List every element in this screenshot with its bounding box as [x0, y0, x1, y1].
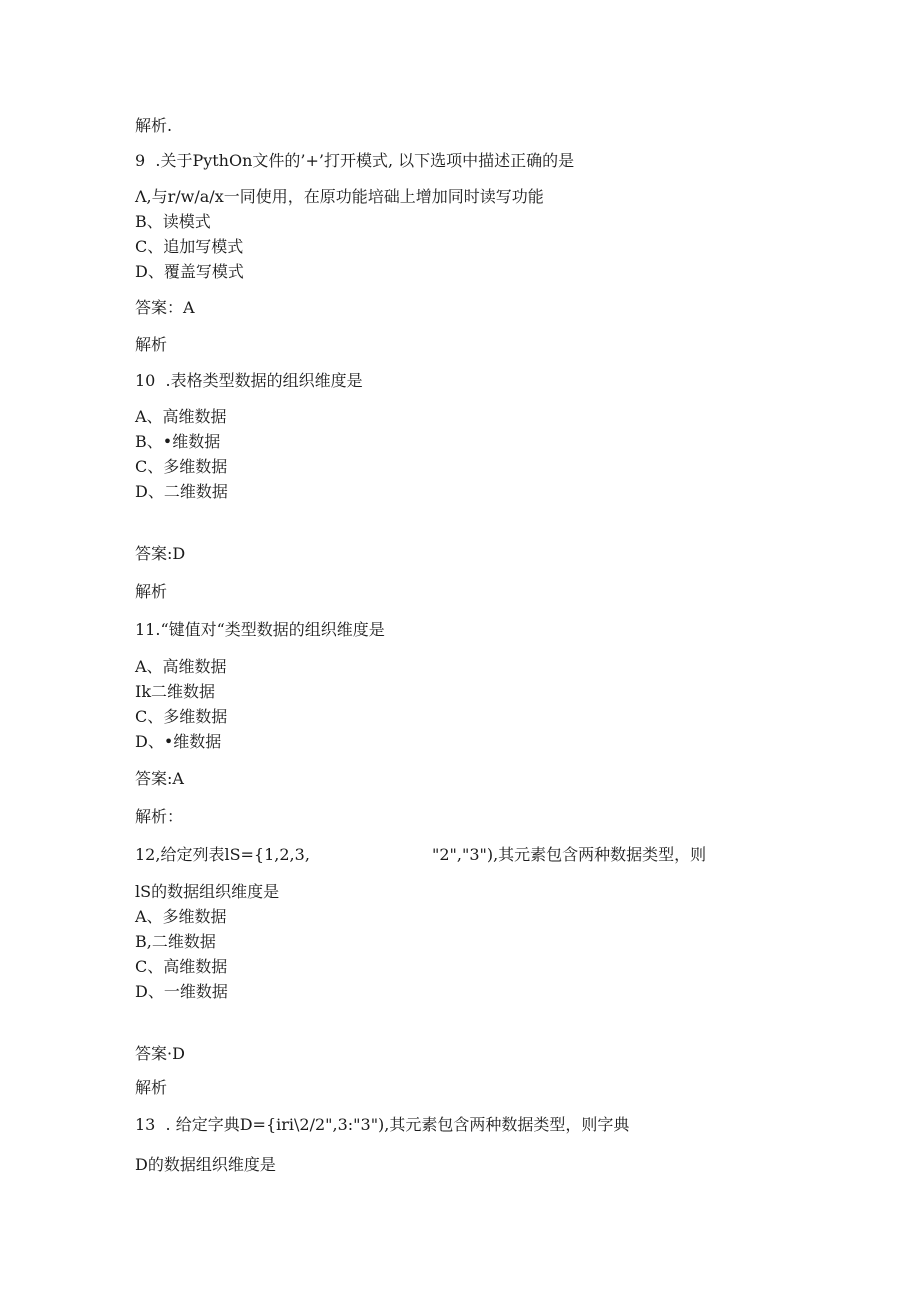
question-13-continued: D的数据组织维度是 [135, 1155, 276, 1174]
option-c: C、多维数据 [135, 707, 228, 726]
question-12-continued: lS的数据组织维度是 [135, 882, 280, 901]
analysis-label: 解析 [135, 1078, 168, 1097]
option-a: A、多维数据 [135, 907, 227, 926]
option-c: C、追加写模式 [135, 237, 244, 256]
analysis-label: 解析 [135, 582, 168, 601]
option-d: D、覆盖写模式 [135, 262, 244, 281]
question-9: 9 .关于PythOn文件的’+’打开模式, 以下选项中描述正确的是 [135, 151, 575, 170]
question-10: 10 .表格类型数据的组织维度是 [135, 371, 363, 390]
option-a: Λ,与r/w/a/x一同使用，在原功能培础上增加同时读写功能 [135, 187, 544, 206]
option-b: B、读模式 [135, 212, 211, 231]
option-d: D、二维数据 [135, 482, 228, 501]
option-a: A、高维数据 [135, 407, 227, 426]
option-b: Ik二维数据 [135, 682, 216, 701]
option-c: C、多维数据 [135, 457, 228, 476]
question-12: 12,给定列表lS={1,2,3, "2","3"),其元素包含两种数据类型，则 [135, 845, 707, 864]
option-d: D、•维数据 [135, 732, 222, 751]
answer: 答案：A [135, 298, 195, 317]
option-b: B、•维数据 [135, 432, 221, 451]
option-c: C、高维数据 [135, 957, 228, 976]
question-13: 13 . 给定字典D={iri\2/2",3:"3"),其元素包含两种数据类型，则字典 [135, 1115, 630, 1134]
analysis-label: 解析. [135, 116, 173, 135]
answer: 答案·D [135, 1044, 185, 1063]
answer: 答案:D [135, 544, 186, 563]
question-11: 11.“键值对“类型数据的组织维度是 [135, 620, 385, 639]
option-d: D、一维数据 [135, 982, 228, 1001]
answer: 答案:A [135, 769, 184, 788]
option-b: B,二维数据 [135, 932, 216, 951]
option-a: A、高维数据 [135, 657, 227, 676]
analysis-label: 解析 [135, 335, 168, 354]
analysis-label: 解析： [135, 807, 184, 826]
